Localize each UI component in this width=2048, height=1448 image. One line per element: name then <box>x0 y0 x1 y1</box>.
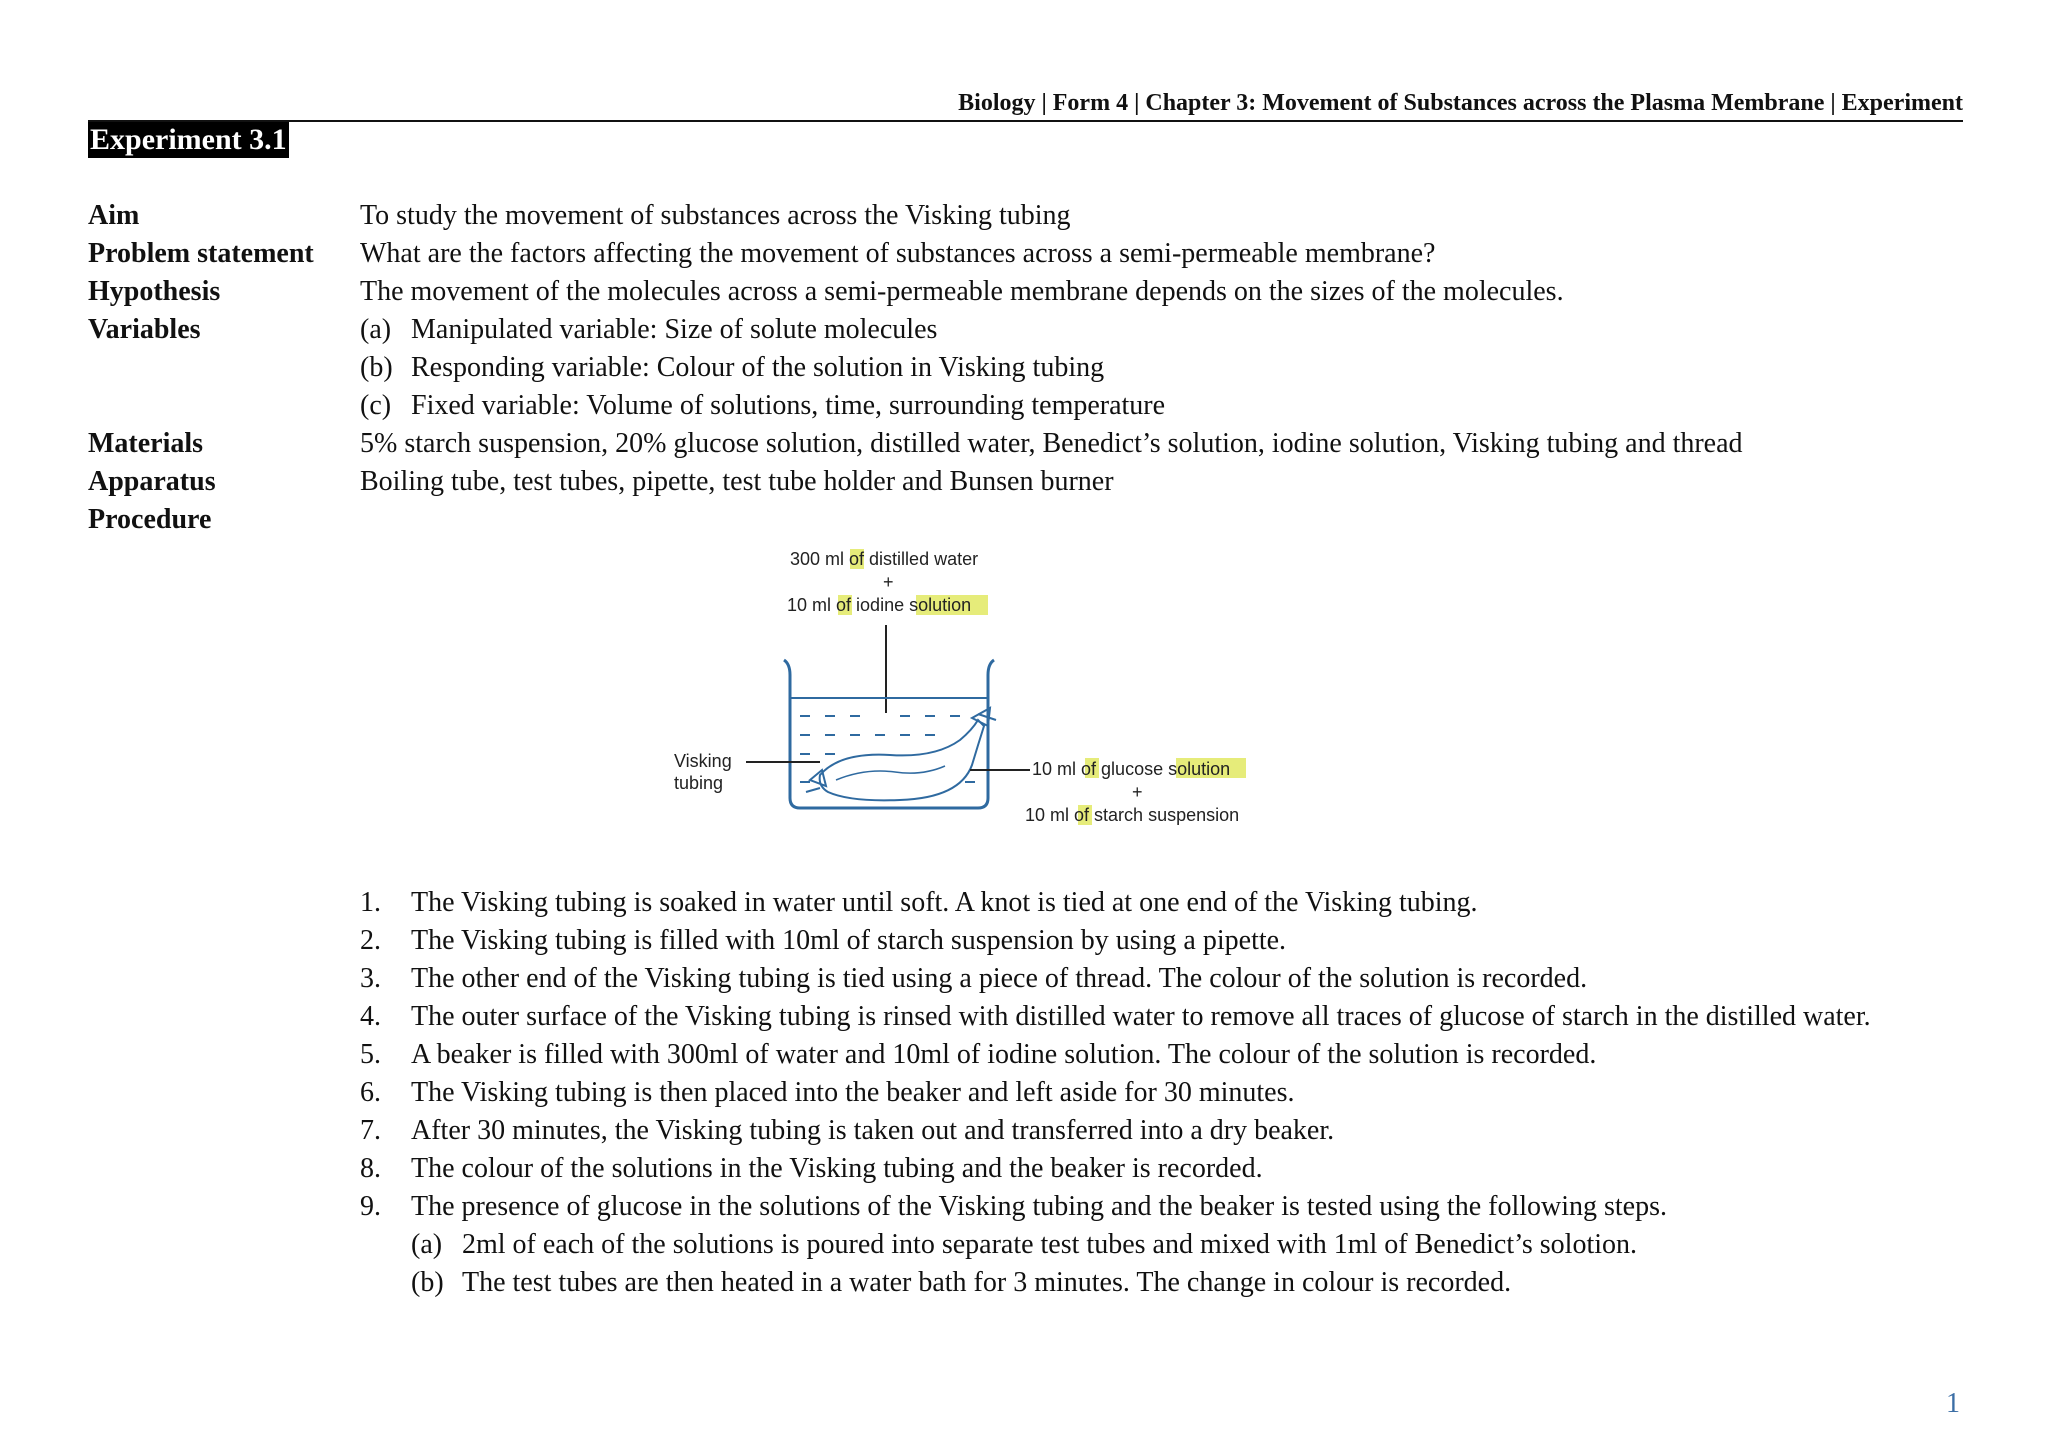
step-number: 1. <box>360 887 381 918</box>
step-text: The presence of glucose in the solutions of the Visking tubing and the beaker is tested using the following steps. <box>411 1191 1668 1222</box>
variable-marker: (a) <box>360 314 392 345</box>
experiment-badge: Experiment 3.1 <box>90 123 287 156</box>
aim-value: To study the movement of substances across the Visking tubing <box>360 200 1071 231</box>
apparatus-diagram <box>660 530 1260 850</box>
figure-label-water: 300 ml of distilled water <box>790 549 979 569</box>
step-number: 3. <box>360 963 381 994</box>
figure-label-starch: 10 ml of starch suspension <box>1025 805 1240 825</box>
step-text: A beaker is filled with 300ml of water and 10ml of iodine solution. The colour of the solution is recorded. <box>411 1039 1597 1070</box>
figure-label-tubing: tubing <box>674 773 724 793</box>
figure-label-iodine: 10 ml of iodine solution <box>787 595 972 615</box>
variable-marker: (b) <box>360 352 393 383</box>
variable-marker: (c) <box>360 390 392 421</box>
variable-text: Fixed variable: Volume of solutions, time, surrounding temperature <box>411 390 1166 421</box>
page-header: Biology | Form 4 | Chapter 3: Movement of Substances across the Plasma Membrane | Experiment <box>88 86 1963 122</box>
problem-label: Problem statement <box>88 238 314 269</box>
problem-value: What are the factors affecting the movement of substances across a semi-permeable membrane? <box>360 238 1436 269</box>
substep-text: 2ml of each of the solutions is poured into separate test tubes and mixed with 1ml of Benedict’s solotion. <box>462 1229 1638 1260</box>
figure-plus-top: + <box>883 572 894 592</box>
step-text: The Visking tubing is then placed into the beaker and left aside for 30 minutes. <box>411 1077 1295 1108</box>
materials-label: Materials <box>88 428 204 459</box>
hypothesis-label: Hypothesis <box>88 276 221 307</box>
step-text: The Visking tubing is soaked in water until soft. A knot is tied at one end of the Visking tubing. <box>411 887 1478 918</box>
variable-text: Responding variable: Colour of the solution in Visking tubing <box>411 352 1105 383</box>
materials-value: 5% starch suspension, 20% glucose solution, distilled water, Benedict’s solution, iodine solution, Visking tubing and thread <box>360 428 1743 459</box>
aim-label: Aim <box>88 200 140 231</box>
variable-text: Manipulated variable: Size of solute molecules <box>411 314 938 345</box>
hypothesis-value: The movement of the molecules across a semi-permeable membrane depends on the sizes of the molecules. <box>360 276 1564 307</box>
apparatus-value: Boiling tube, test tubes, pipette, test tube holder and Bunsen burner <box>360 466 1114 497</box>
step-text: The Visking tubing is filled with 10ml of starch suspension by using a pipette. <box>411 925 1287 956</box>
step-text: The outer surface of the Visking tubing is rinsed with distilled water to remove all traces of glucose of starch in the distilled water. <box>411 1001 1871 1032</box>
visking-tubing <box>820 720 984 800</box>
substep-marker: (a) <box>411 1229 443 1260</box>
step-number: 7. <box>360 1115 381 1146</box>
page-number: 1 <box>1946 1388 1960 1419</box>
substep-text: The test tubes are then heated in a water bath for 3 minutes. The change in colour is recorded. <box>462 1267 1512 1298</box>
step-number: 2. <box>360 925 381 956</box>
variables-label: Variables <box>88 314 201 345</box>
step-number: 6. <box>360 1077 381 1108</box>
figure-label-visking: Visking <box>674 751 732 771</box>
step-text: After 30 minutes, the Visking tubing is taken out and transferred into a dry beaker. <box>411 1115 1335 1146</box>
step-number: 9. <box>360 1191 381 1222</box>
step-text: The colour of the solutions in the Visking tubing and the beaker is recorded. <box>411 1153 1263 1184</box>
substep-marker: (b) <box>411 1267 444 1298</box>
procedure-label: Procedure <box>88 504 212 535</box>
step-number: 5. <box>360 1039 381 1070</box>
step-number: 4. <box>360 1001 381 1032</box>
step-number: 8. <box>360 1153 381 1184</box>
apparatus-label: Apparatus <box>88 466 216 497</box>
figure-plus-bottom: + <box>1132 782 1143 802</box>
figure-label-glucose: 10 ml of glucose solution <box>1032 759 1231 779</box>
step-text: The other end of the Visking tubing is tied using a piece of thread. The colour of the solution is recorded. <box>411 963 1588 994</box>
